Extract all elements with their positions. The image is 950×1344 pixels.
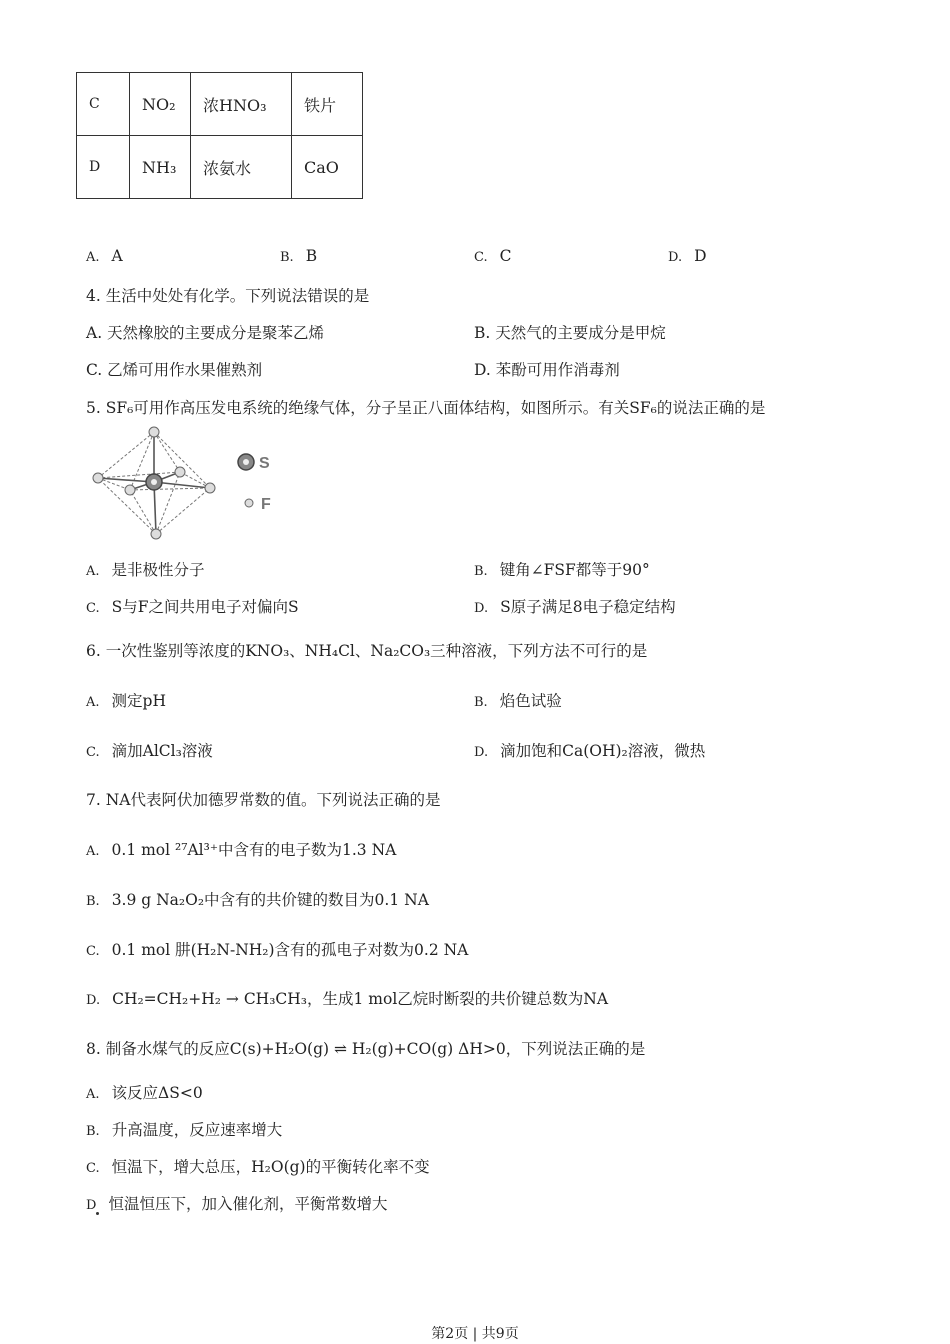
q8-option-d: D 恒温恒压下，加入催化剂，平衡常数增大 [86, 1195, 388, 1213]
q4-option-c: C. 乙烯可用作水果催熟剂 [86, 361, 263, 379]
reagent-cell: 浓HNO₃ [191, 73, 292, 136]
row-label: D [77, 136, 130, 199]
legend-f-label: F [261, 496, 271, 513]
q3-option-b: B. B [280, 247, 318, 265]
f-atom [205, 483, 215, 493]
q5-option-b: B. 键角∠FSF都等于90° [474, 561, 650, 579]
q6-option-b: B. 焰色试验 [474, 692, 562, 710]
q4-option-d: D. 苯酚可用作消毒剂 [474, 361, 620, 379]
gas-cell: NO₂ [130, 73, 191, 136]
q6-stem: 6. 一次性鉴别等浓度的KNO₃、NH₄Cl、Na₂CO₃三种溶液，下列方法不可行的是 [86, 642, 648, 660]
q4-option-b: B. 天然气的主要成分是甲烷 [474, 324, 666, 342]
q7-stem: 7. NA代表阿伏加德罗常数的值。下列说法正确的是 [86, 791, 441, 809]
q5-stem: 5. SF₆可用作高压发电系统的绝缘气体，分子呈正八面体结构，如图所示。有关SF₆的说法正确的是 [86, 399, 766, 417]
reagent-cell: 浓氨水 [191, 136, 292, 199]
q7-option-b: B. 3.9 g Na₂O₂中含有的共价键的数目为0.1 NA [86, 891, 429, 909]
options-table [76, 72, 363, 199]
solid-cell: CaO [292, 136, 363, 199]
q3-option-a: A. A [86, 247, 123, 265]
q6-option-c: C. 滴加AlCl₃溶液 [86, 742, 213, 760]
q8-option-a: A. 该反应ΔS<0 [86, 1084, 203, 1102]
q3-option-d: D. D [668, 247, 707, 265]
table-row [77, 136, 363, 199]
table-row [77, 73, 363, 136]
q5-option-d: D. S原子满足8电子稳定结构 [474, 598, 676, 616]
q4-option-a: A. 天然橡胶的主要成分是聚苯乙烯 [86, 324, 325, 342]
q3-option-c: C. C [474, 247, 512, 265]
q8-option-c: C. 恒温下，增大总压，H₂O(g)的平衡转化率不变 [86, 1158, 430, 1176]
stray-dot [96, 1212, 99, 1215]
page-footer: 第2页 | 共9页 [431, 1326, 519, 1342]
f-atom [149, 427, 159, 437]
legend-f-icon [245, 499, 253, 507]
q6-option-a: A. 测定pH [86, 692, 166, 710]
q7-option-c: C. 0.1 mol 肼(H₂N-NH₂)含有的孤电子对数为0.2 NA [86, 941, 469, 959]
gas-cell: NH₃ [130, 136, 191, 199]
q4-stem: 4. 生活中处处有化学。下列说法错误的是 [86, 287, 370, 305]
q5-option-a: A. 是非极性分子 [86, 561, 205, 579]
sf6-octahedron-figure [86, 424, 286, 548]
q8-option-b: B. 升高温度，反应速率增大 [86, 1121, 283, 1139]
row-label: C [77, 73, 130, 136]
f-atom [175, 467, 185, 477]
legend-s-label: S [259, 455, 270, 472]
f-atom [151, 529, 161, 539]
q7-option-a: A. 0.1 mol ²⁷Al³⁺中含有的电子数为1.3 NA [86, 841, 397, 859]
q7-option-d: D. CH₂=CH₂+H₂ → CH₃CH₃，生成1 mol乙烷时断裂的共价键总数为NA [86, 990, 609, 1008]
f-atom [93, 473, 103, 483]
q6-option-d: D. 滴加饱和Ca(OH)₂溶液，微热 [474, 742, 706, 760]
f-atom [125, 485, 135, 495]
q8-stem: 8. 制备水煤气的反应C(s)+H₂O(g) ⇌ H₂(g)+CO(g) ΔH>0，下列说法正确的是 [86, 1040, 646, 1058]
solid-cell: 铁片 [292, 73, 363, 136]
q5-option-c: C. S与F之间共用电子对偏向S [86, 598, 299, 616]
